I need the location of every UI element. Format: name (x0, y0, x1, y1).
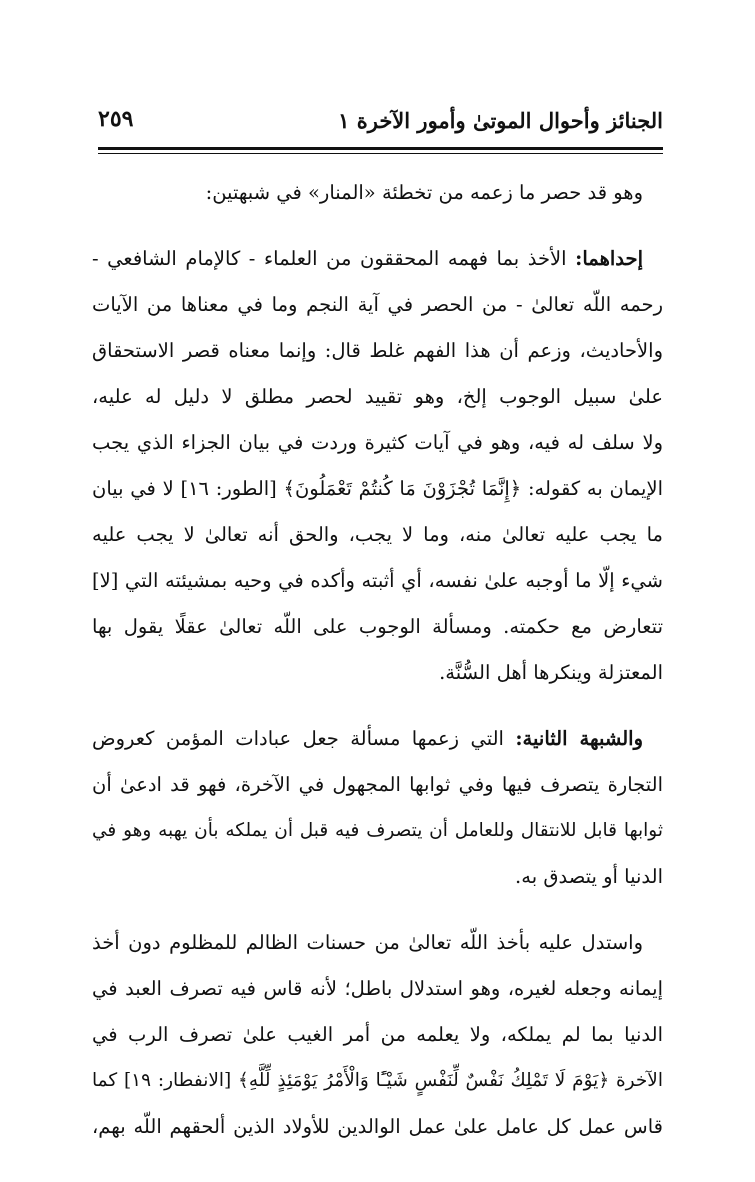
text-line: قاس عمل كل عامل علىٰ عمل الوالدين للأولاد الذين ألحقهم اللّه بهم، (92, 1115, 663, 1138)
text-line: واستدل عليه بأخذ اللّه تعالىٰ من حسنات الظالم للمظلوم دون أخذ (92, 931, 643, 954)
text-line: الدنيا بما لم يملكه، ولا يعلمه من أمر الغيب علىٰ تصرف الرب في (92, 1023, 663, 1046)
text-line: المعتزلة وينكرها أهل السُّنَّة. (439, 661, 663, 684)
text-line: وهو قد حصر ما زعمه من تخطئة «المنار» في شبهتين: (205, 181, 643, 204)
text-line-quran-verse: الآخرة ﴿يَوْمَ لَا تَمْلِكُ نَفْسٌ لِّنَفْسٍ شَيْـًٔا وَالْأَمْرُ يَوْمَئِذٍ لِّلَّهِ﴾ [الانفطار: ١٩] كما (92, 1070, 663, 1091)
text-line-quran-verse: الإيمان به كقوله: ﴿إِنَّمَا تُجْزَوْنَ مَا كُنتُمْ تَعْمَلُونَ﴾ [الطور: ١٦] لا في بيان (92, 477, 663, 500)
page-header (98, 108, 663, 144)
text-span: الأخذ بما فهمه المحققون من العلماء - كالإمام الشافعي - (92, 247, 576, 270)
paragraph-first-doubt (92, 236, 663, 696)
header-rule-thin (98, 153, 663, 154)
text-line: التجارة يتصرف فيها وفي ثوابها المجهول في الآخرة، فهو قد ادعىٰ أن (92, 773, 663, 796)
doubt-one-heading: إحداهما: (575, 247, 643, 270)
text-line: الدنيا أو يتصدق به. (515, 865, 663, 888)
text-line: رحمه اللّه تعالىٰ - من الحصر في آية النجم وما في معناها من الآيات (92, 293, 663, 316)
text-line: ثوابها قابل للانتقال وللعامل أن يتصرف فيه قبل أن يملكه بأن يهبه وهو في (92, 820, 663, 841)
page-number: ٢٥٩ (98, 106, 134, 132)
doubt-two-heading: والشبهة الثانية: (515, 727, 644, 750)
text-span: التي زعمها مسألة جعل عبادات المؤمن كعروض (92, 727, 516, 750)
page-body (92, 170, 663, 1150)
paragraph-intro (92, 170, 663, 216)
text-line: علىٰ سبيل الوجوب إلخ، وهو تقييد لحصر مطلق لا دليل له عليه، (92, 385, 663, 408)
text-line: ولا سلف له فيه، وهو في آيات كثيرة وردت في بيان الجزاء الذي يجب (92, 431, 663, 454)
header-rule-thick (98, 147, 663, 150)
running-title: الجنائز وأحوال الموتىٰ وأمور الآخرة ١ (338, 108, 663, 133)
paragraph-argument (92, 920, 663, 1150)
text-line (92, 716, 663, 762)
text-line: ما يجب عليه تعالىٰ منه، وما لا يجب، والحق أنه تعالىٰ لا يجب عليه (92, 523, 663, 546)
text-line: والأحاديث، وزعم أن هذا الفهم غلط قال: وإنما معناه قصر الاستحقاق (92, 339, 663, 362)
text-line: تتعارض مع حكمته. ومسألة الوجوب على اللّه تعالىٰ عقلًا يقول بها (92, 615, 663, 638)
paragraph-second-doubt (92, 716, 663, 900)
text-line (92, 236, 663, 282)
text-line: إيمانه وجعله لغيره، وهو استدلال باطل؛ لأنه قاس فيه تصرف العبد في (92, 977, 663, 1000)
text-line: شيء إلّا ما أوجبه علىٰ نفسه، أي أثبته وأكده في وحيه بمشيئته التي [لا] (92, 569, 663, 592)
